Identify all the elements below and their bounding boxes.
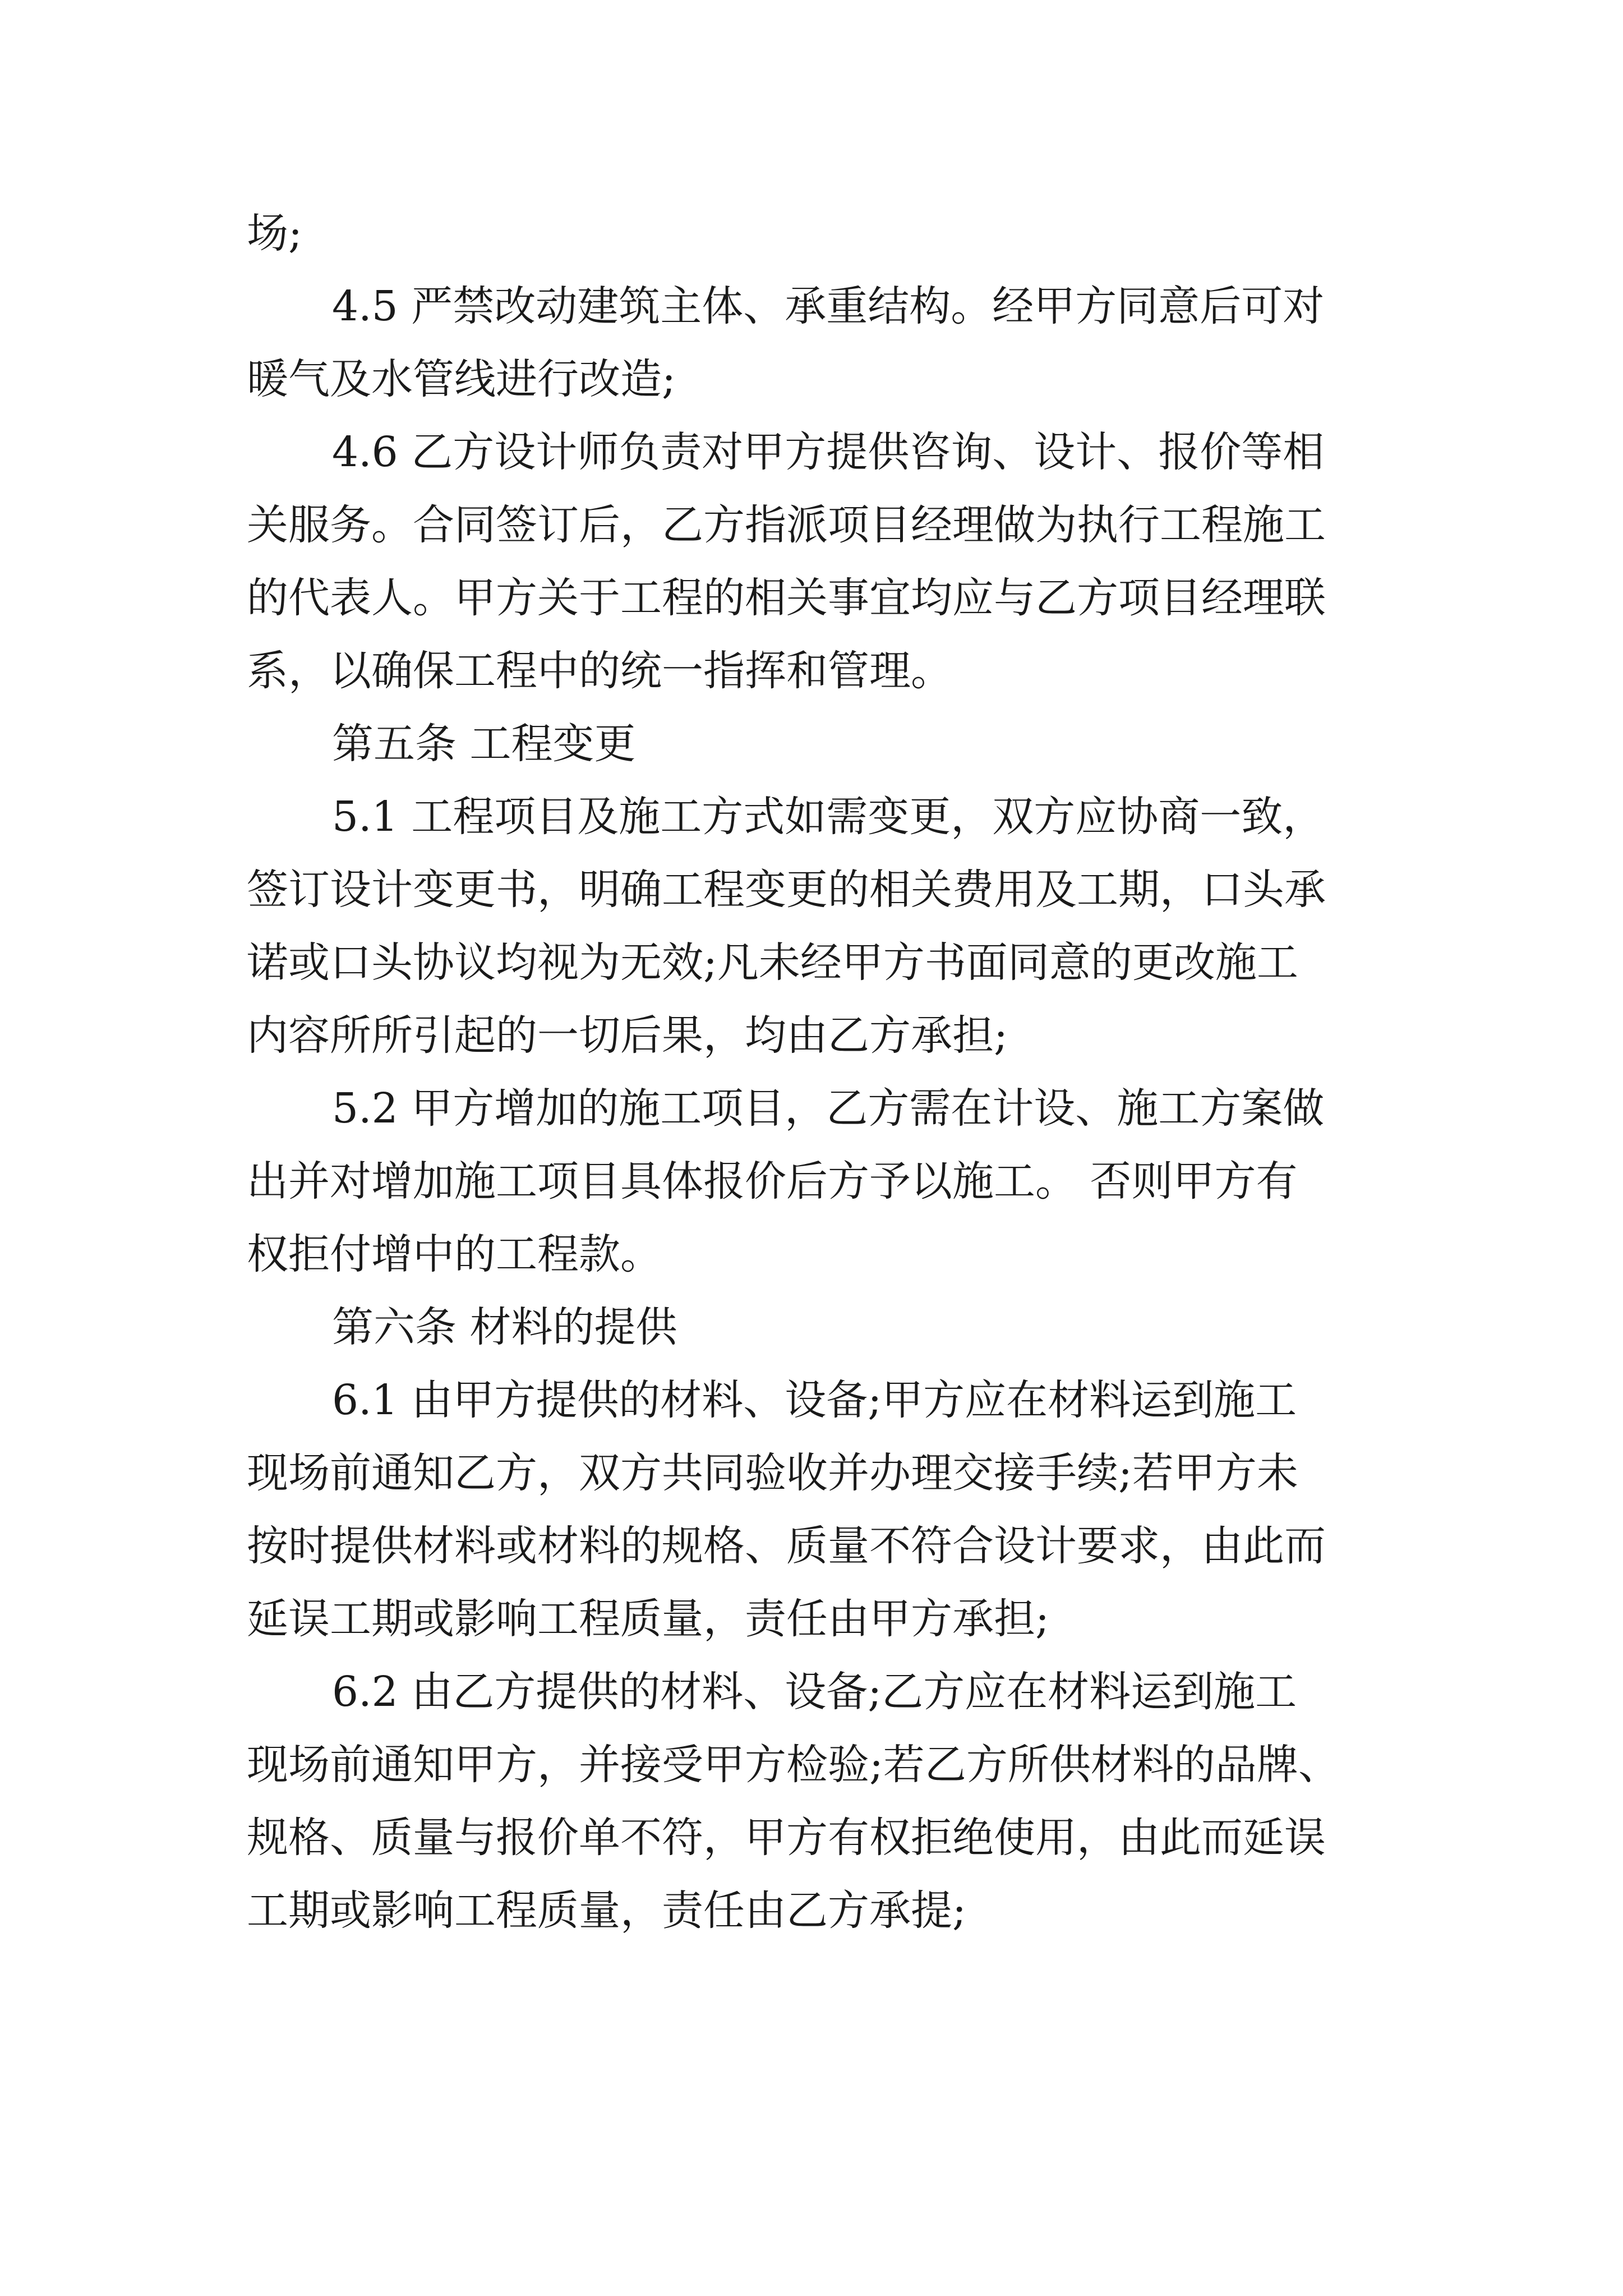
text-line: 延误工期或影响工程质量，责任由甲方承担;	[247, 1595, 1049, 1643]
text-line: 关服务。合同签订后，乙方指派项目经理做为执行工程施工	[247, 501, 1326, 549]
text-line: 出并对增加施工项目具体报价后方予以施工。 否则甲方有	[247, 1157, 1298, 1205]
text-line: 诺或口头协议均视为无效;凡未经甲方书面同意的更改施工	[247, 938, 1298, 987]
text-line: 4.5 严禁改动建筑主体、承重结构。经甲方同意后可对	[332, 282, 1325, 330]
text-line: 规格、质量与报价单不符，甲方有权拒绝使用，由此而延误	[247, 1814, 1326, 1862]
text-line: 工期或影响工程质量，责任由乙方承提;	[247, 1887, 966, 1935]
section-heading: 第六条 材料的提供	[332, 1303, 677, 1351]
text-line: 现场前通知乙方，双方共同验收并办理交接手续;若甲方未	[247, 1449, 1298, 1497]
text-line: 按时提供材料或材料的规格、质量不符合设计要求，由此而	[247, 1522, 1326, 1570]
text-line: 5.1 工程项目及施工方式如需变更，双方应协商一致，	[332, 793, 1325, 841]
text-line: 6.1 由甲方提供的材料、设备;甲方应在材料运到施工	[332, 1376, 1297, 1424]
section-heading: 第五条 工程变更	[332, 720, 636, 768]
text-line: 签订设计变更书，明确工程变更的相关费用及工期，口头承	[247, 866, 1326, 914]
text-line: 现场前通知甲方，并接受甲方检验;若乙方所供材料的品牌、	[247, 1741, 1340, 1789]
text-line: 场;	[247, 209, 302, 257]
text-line: 5.2 甲方增加的施工项目，乙方需在计设、施工方案做	[332, 1084, 1325, 1133]
text-line: 4.6 乙方设计师负责对甲方提供咨询、设计、报价等相	[332, 428, 1325, 476]
text-line: 暖气及水管线进行改造;	[247, 355, 676, 403]
text-line: 系，以确保工程中的统一指挥和管理。	[247, 647, 952, 695]
text-line: 的代表人。甲方关于工程的相关事宜均应与乙方项目经理联	[247, 574, 1326, 622]
text-line: 内容所所引起的一切后果，均由乙方承担;	[247, 1011, 1008, 1060]
text-line: 权拒付增中的工程款。	[247, 1230, 662, 1278]
text-line: 6.2 由乙方提供的材料、设备;乙方应在材料运到施工	[332, 1668, 1297, 1716]
